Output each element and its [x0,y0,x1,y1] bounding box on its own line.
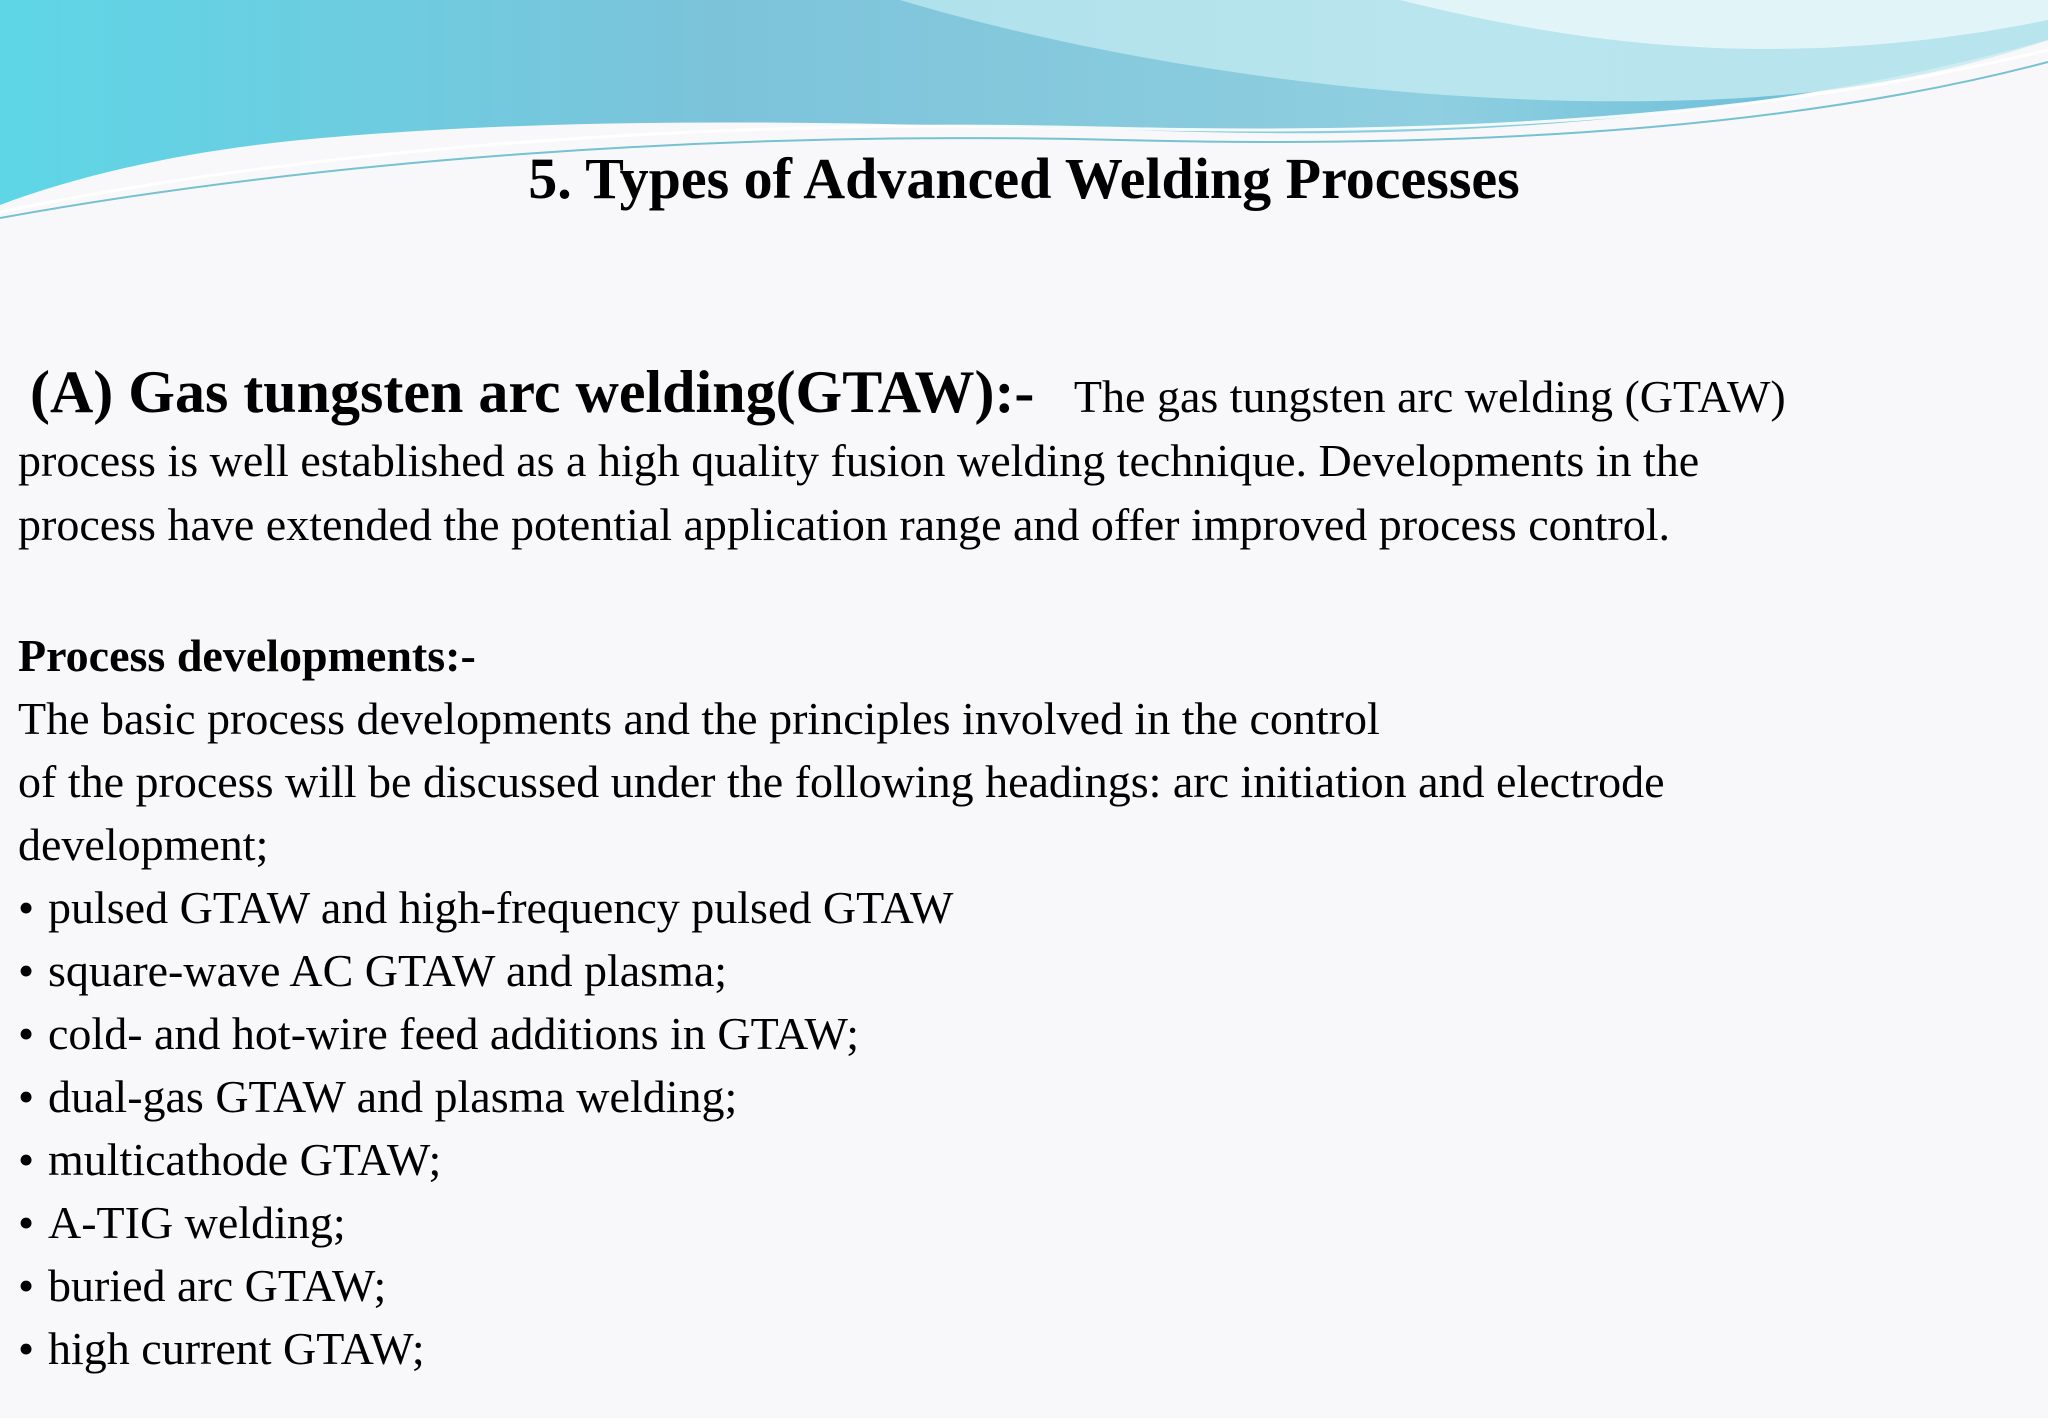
process-developments-para-line1: The basic process developments and the principles involved in the control [18,693,1380,744]
list-item [18,876,2018,939]
process-developments-heading: Process developments:- [18,630,476,681]
list-item-text: square-wave AC GTAW and plasma; [48,945,728,996]
list-item-text: pulsed GTAW and high-frequency pulsed GTAW [48,882,954,933]
section-a [18,360,2018,557]
process-developments-list [18,876,2018,1380]
section-a-intro-line3: process have extended the potential application range and offer improved process control. [18,499,1671,550]
process-developments-para-line2: of the process will be discussed under the following headings: arc initiation and electrode [18,756,1665,807]
bullet-icon: • [18,945,35,996]
section-a-intro-line1: The gas tungsten arc welding (GTAW) [1073,371,1786,422]
bullet-icon: • [18,1197,35,1248]
list-item [18,1002,2018,1065]
list-item [18,1191,2018,1254]
list-item-text: high current GTAW; [48,1323,425,1374]
section-a-intro-line2: process is well established as a high quality fusion welding technique. Developments in the [18,435,1700,486]
list-item-text: cold- and hot-wire feed additions in GTAW; [48,1008,860,1059]
bullet-icon: • [18,1134,35,1185]
bullet-icon: • [18,882,35,933]
list-item [18,1254,2018,1317]
bullet-icon: • [18,1323,35,1374]
section-a-first-line [18,360,2018,429]
bullet-icon: • [18,1260,35,1311]
list-item [18,1317,2018,1380]
list-item [18,1065,2018,1128]
slide-title-text: 5. Types of Advanced Welding Processes [528,146,1520,211]
bullet-icon: • [18,1008,35,1059]
slide-title [0,144,2048,214]
list-item-text: buried arc GTAW; [48,1260,387,1311]
bullet-icon: • [18,1071,35,1122]
list-item-text: multicathode GTAW; [48,1134,442,1185]
section-a-heading: (A) Gas tungsten arc welding(GTAW):- [30,359,1035,425]
process-developments-block [18,624,2018,1380]
list-item-text: dual-gas GTAW and plasma welding; [48,1071,738,1122]
list-item [18,1128,2018,1191]
process-developments-para-line3: development; [18,819,269,870]
list-item-text: A-TIG welding; [48,1197,346,1248]
list-item [18,939,2018,1002]
